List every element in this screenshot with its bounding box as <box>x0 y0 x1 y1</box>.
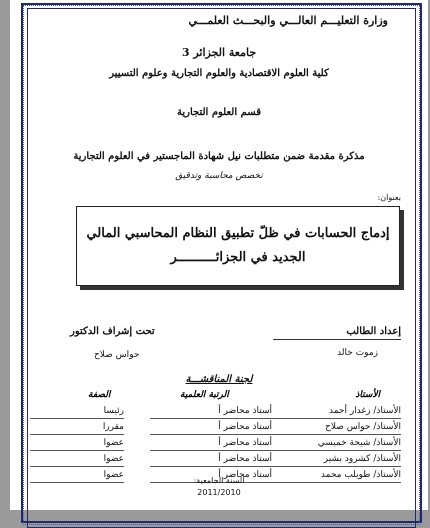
student-label-rule <box>273 339 401 340</box>
committee-rank: أستاذ محاضر أ <box>150 468 272 483</box>
committee-professor: الأستاذ/ شيحة خميسي <box>269 436 401 451</box>
thesis-title-line-1: إدماج الحسابات في ظلّ تطبيق النظام المحاسبي المالي <box>86 226 390 241</box>
committee-rank: أستاذ محاضر أ <box>150 404 272 419</box>
committee-table <box>10 404 428 484</box>
committee-row <box>10 436 428 452</box>
committee-professor: الأستاذ/ كشرود بشير <box>269 452 401 467</box>
department-heading: قسم العلوم التجارية <box>177 107 261 118</box>
document-page <box>10 0 428 510</box>
student-name: زموت خالد <box>337 348 378 358</box>
committee-role: مقررا <box>30 420 124 435</box>
specialty-line: تخصص محاسبة وتدقيق <box>175 171 263 181</box>
committee-rank: أستاذ محاضر أ <box>150 420 272 435</box>
committee-professor: الأستاذ/ حواس صلاح <box>269 420 401 435</box>
committee-row <box>10 404 428 420</box>
column-header-professor: الأستاذ <box>355 390 380 400</box>
thesis-title-line-2: الجديد في الجزائــــــــــر <box>170 250 306 265</box>
committee-row <box>10 420 428 436</box>
academic-year-label: السنة الجامعية: <box>193 476 245 485</box>
academic-year-value: 2011/2010 <box>197 488 241 497</box>
thesis-title-box <box>76 206 400 286</box>
committee-role: عضوا <box>30 452 124 467</box>
committee-rank: أستاذ محاضر أ <box>150 452 272 467</box>
ministry-heading: وزارة التعليـــم العالـــي والبحـــث العلمـــي <box>188 14 388 27</box>
committee-role: رئيسا <box>30 404 124 419</box>
memo-description: مذكرة مقدمة ضمن متطلبات نيل شهادة الماجستير في العلوم التجارية <box>73 151 365 162</box>
column-header-rank: الرتبة العلمية <box>180 390 229 400</box>
committee-role: عضوا <box>30 436 124 451</box>
supervisor-label: تحت إشراف الدكتور <box>70 326 155 337</box>
title-label: بعنوان: <box>377 193 401 202</box>
student-label: إعداد الطالب <box>346 326 401 337</box>
university-heading: جامعة الجزائر 3 <box>181 46 257 59</box>
faculty-heading: كلية العلوم الاقتصادية والعلوم التجارية وعلوم التسيير <box>109 68 329 79</box>
committee-professor: الأستاذ/ طويلب محمد <box>269 468 401 483</box>
committee-heading: لجنة المناقشـــة <box>185 374 253 385</box>
committee-rank: أستاذ محاضر أ <box>150 436 272 451</box>
committee-professor: الأستاذ/ زغدار أحمد <box>269 404 401 419</box>
supervisor-name: حواس صلاح <box>94 350 140 360</box>
committee-row <box>10 452 428 468</box>
column-header-role: الصفة <box>88 390 111 400</box>
committee-role: عضوا <box>30 468 124 483</box>
